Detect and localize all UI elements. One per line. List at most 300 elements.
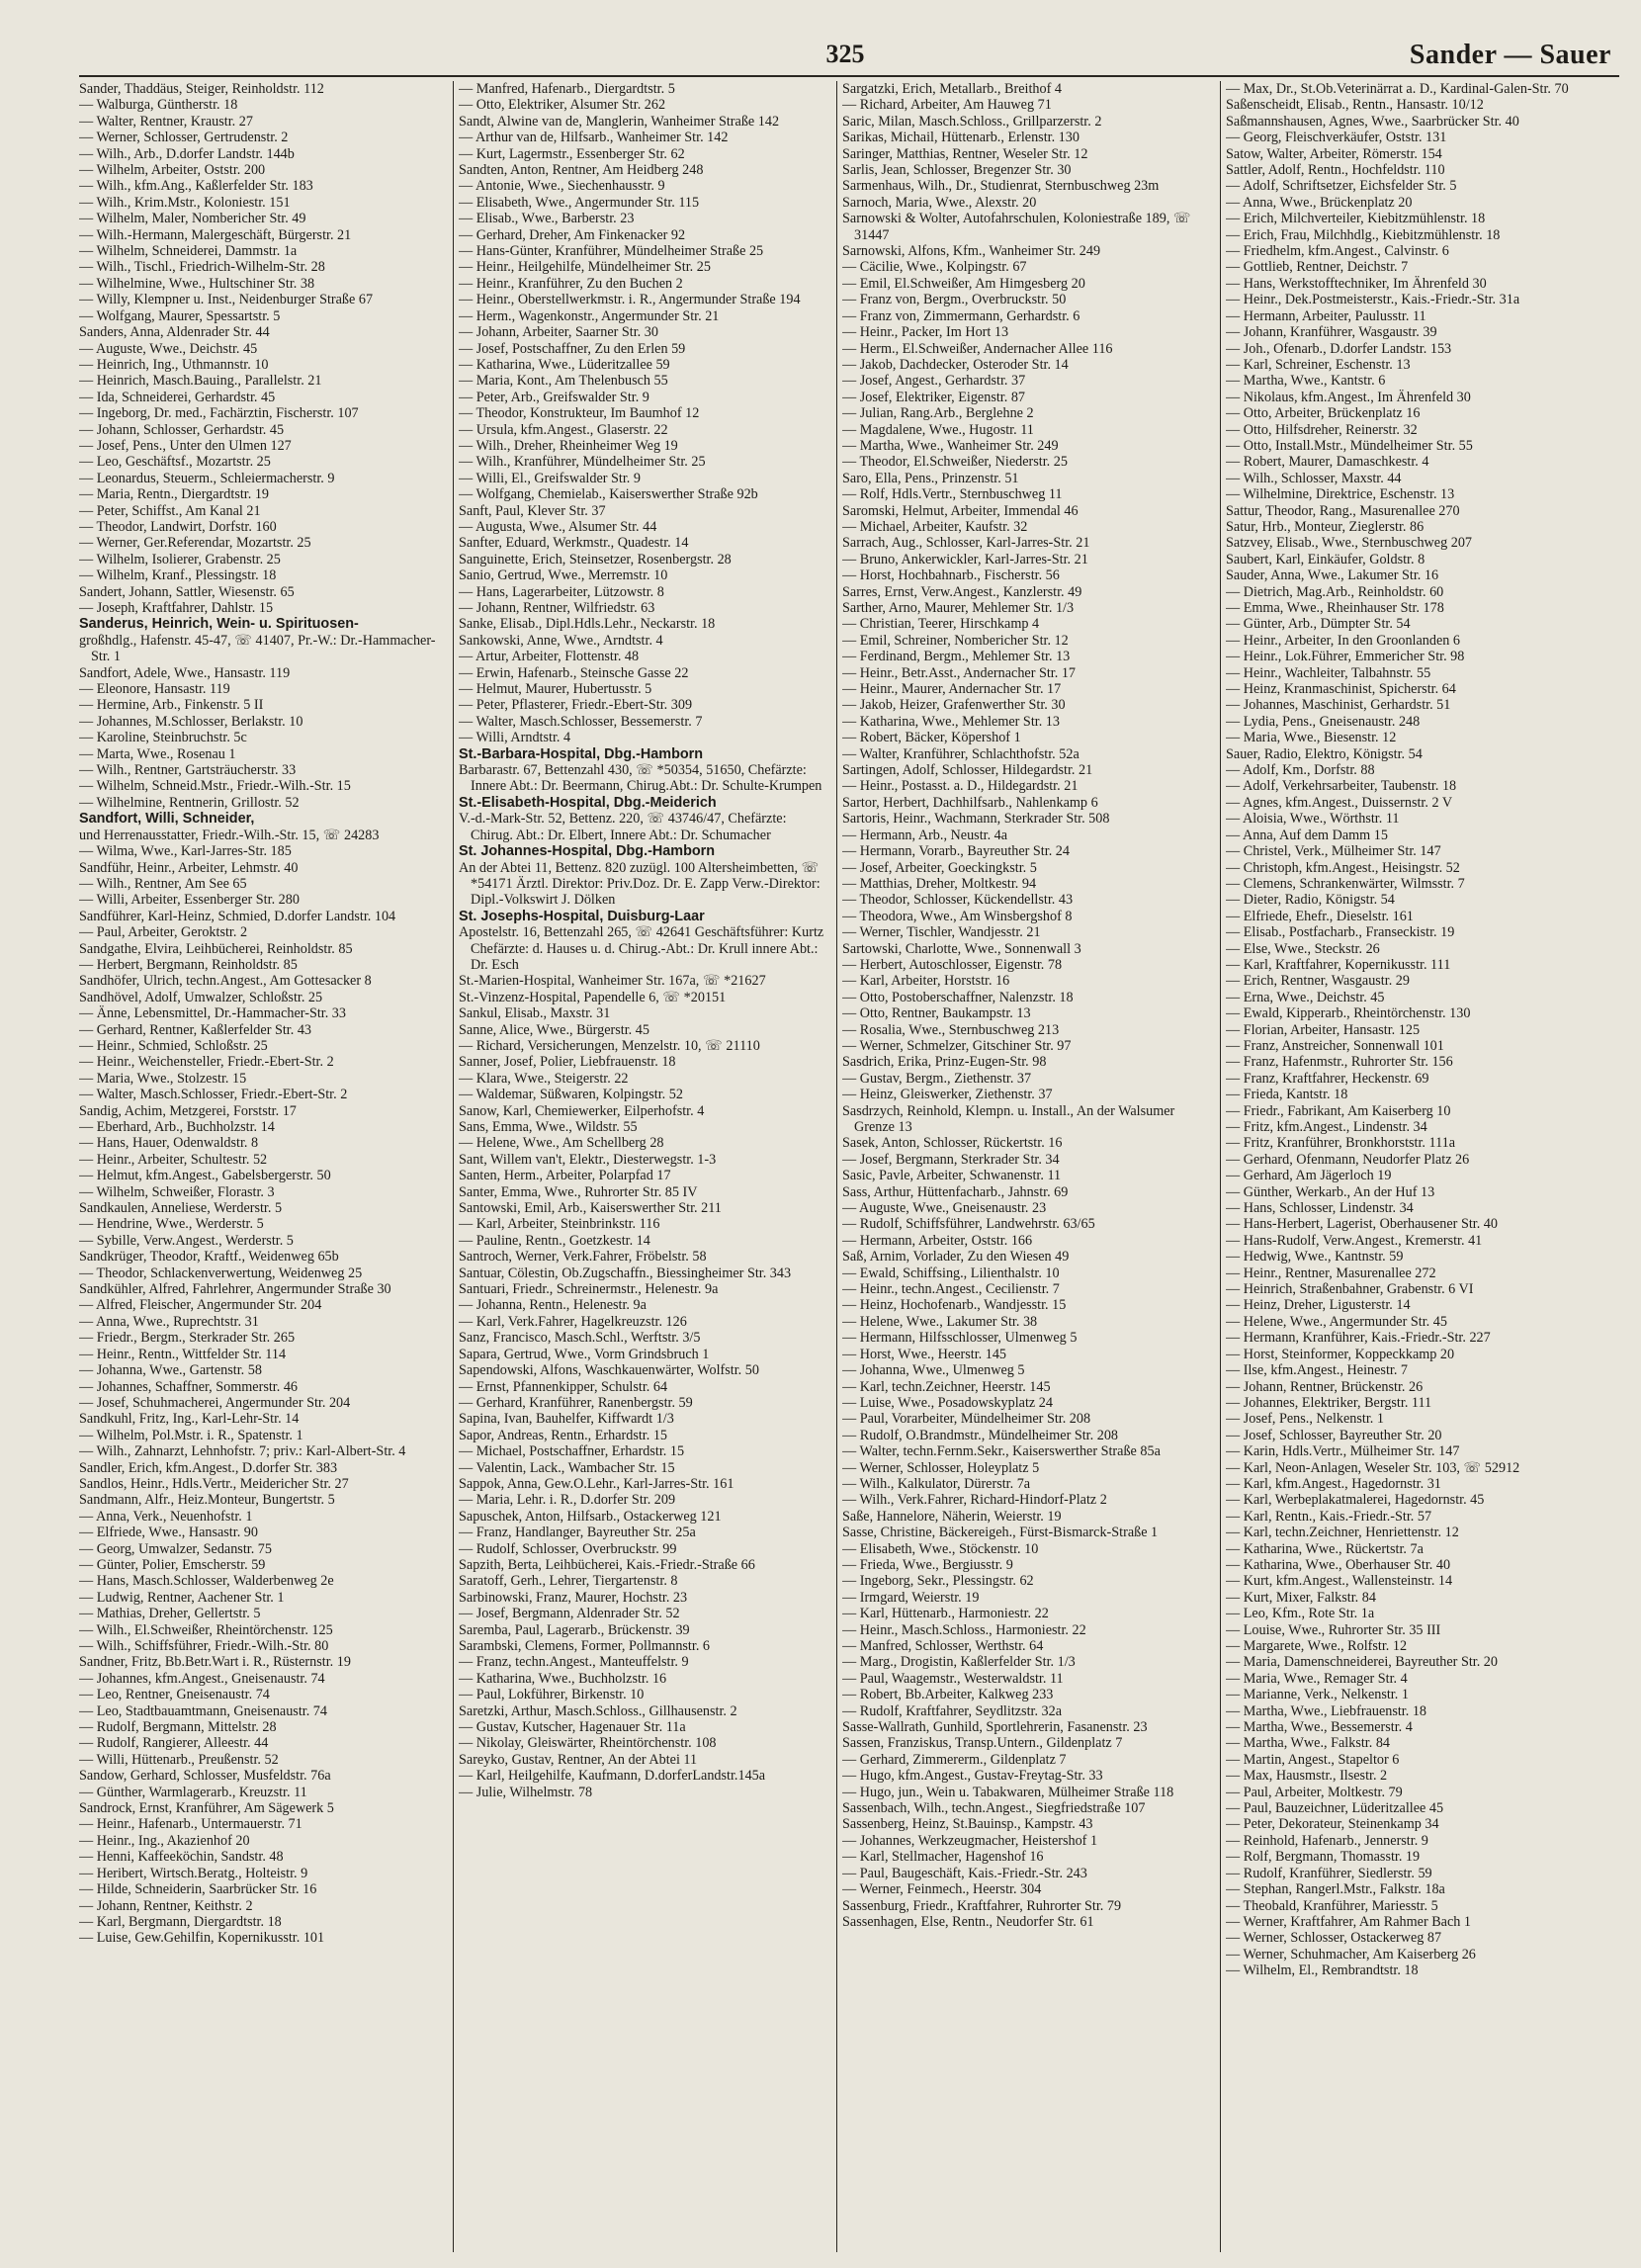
directory-entry: — Walter, techn.Fernm.Sekr., Kaiserswerther Straße 85a bbox=[842, 1443, 1161, 1460]
directory-entry: Sassenbach, Wilh., techn.Angest., Siegfriedstraße 107 bbox=[842, 1800, 1146, 1817]
directory-entry: — Wilma, Wwe., Karl-Jarres-Str. 185 bbox=[79, 843, 292, 860]
directory-entry: — Franz, Anstreicher, Sonnenwall 101 bbox=[1226, 1037, 1444, 1054]
directory-entry: — Frieda, Wwe., Bergiusstr. 9 bbox=[842, 1556, 1013, 1573]
directory-entry: — Paul, Vorarbeiter, Mündelheimer Str. 208 bbox=[842, 1411, 1091, 1428]
directory-entry: — Josef, Pens., Nelkenstr. 1 bbox=[1226, 1411, 1384, 1428]
directory-entry: Sasse-Wallrath, Gunhild, Sportlehrerin, Fasanenstr. 23 bbox=[842, 1719, 1148, 1736]
directory-entry: — Agnes, kfm.Angest., Duissernstr. 2 V bbox=[1226, 794, 1453, 811]
directory-entry: — Karl, Verk.Fahrer, Hagelkreuzstr. 126 bbox=[459, 1313, 687, 1330]
directory-entry: — Heinz, Kranmaschinist, Spicherstr. 64 bbox=[1226, 681, 1456, 698]
directory-entry: Sasic, Pavle, Arbeiter, Schwanenstr. 11 bbox=[842, 1168, 1062, 1184]
directory-entry: Sandrock, Ernst, Kranführer, Am Sägewerk 5 bbox=[79, 1800, 334, 1817]
directory-entry: — Theodor, Schlackenverwertung, Weidenweg 25 bbox=[79, 1265, 363, 1281]
directory-entry: — Martha, Wwe., Wanheimer Str. 249 bbox=[842, 437, 1059, 454]
directory-entry: — Werner, Ger.Referendar, Mozartstr. 25 bbox=[79, 535, 311, 552]
directory-entry: St. Johannes-Hospital, Dbg.-Hamborn bbox=[459, 843, 716, 860]
directory-entry: Sandfort, Adele, Wwe., Hansastr. 119 bbox=[79, 664, 291, 681]
directory-entry: — Walter, Rentner, Kraustr. 27 bbox=[79, 113, 253, 130]
directory-entry: — Josef, Schlosser, Bayreuther Str. 20 bbox=[1226, 1427, 1442, 1443]
directory-entry: — Helmut, kfm.Angest., Gabelsbergerstr. 50 bbox=[79, 1168, 331, 1184]
directory-entry: — Herbert, Autoschlosser, Eigenstr. 78 bbox=[842, 956, 1063, 973]
directory-entry: — Rudolf, O.Brandmstr., Mündelheimer Str. 208 bbox=[842, 1427, 1119, 1443]
directory-entry: — Heinr., Schmied, Schloßstr. 25 bbox=[79, 1037, 268, 1054]
directory-entry: St. Josephs-Hospital, Duisburg-Laar bbox=[459, 908, 705, 924]
directory-entry: — Otto, Hilfsdreher, Reinerstr. 32 bbox=[1226, 421, 1418, 438]
directory-entry: — Elisab., Postfacharb., Franseckistr. 19 bbox=[1226, 924, 1455, 941]
directory-entry: — Wilh., Schiffsführer, Friedr.-Wilh.-Str. 80 bbox=[79, 1638, 329, 1654]
directory-entry: — Josef, Postschaffner, Zu den Erlen 59 bbox=[459, 340, 686, 357]
directory-entry: — Jakob, Dachdecker, Osteroder Str. 14 bbox=[842, 356, 1069, 373]
directory-entry: — Elisab., Wwe., Barberstr. 23 bbox=[459, 211, 635, 227]
directory-entry: — Reinhold, Hafenarb., Jennerstr. 9 bbox=[1226, 1832, 1428, 1849]
directory-entry: — Theodor, El.Schweißer, Niederstr. 25 bbox=[842, 454, 1068, 471]
directory-entry: — Friedr., Fabrikant, Am Kaiserberg 10 bbox=[1226, 1102, 1451, 1119]
directory-entry: Saric, Milan, Masch.Schloss., Grillparzerstr. 2 bbox=[842, 113, 1102, 130]
directory-entry: — Gerhard, Dreher, Am Finkenacker 92 bbox=[459, 226, 686, 243]
directory-entry: Saremba, Paul, Lagerarb., Brückenstr. 39 bbox=[459, 1621, 690, 1638]
directory-entry: — Manfred, Hafenarb., Diergardtstr. 5 bbox=[459, 81, 675, 97]
directory-entry: — Gottlieb, Rentner, Deichstr. 7 bbox=[1226, 259, 1409, 276]
directory-entry: — Herbert, Bergmann, Reinholdstr. 85 bbox=[79, 956, 298, 973]
directory-entry: Saubert, Karl, Einkäufer, Goldstr. 8 bbox=[1226, 551, 1425, 567]
directory-entry: — Wilh., Rentner, Gartsträucherstr. 33 bbox=[79, 762, 297, 779]
directory-entry: — Eleonore, Hansastr. 119 bbox=[79, 681, 230, 698]
directory-entry: — Ida, Schneiderei, Gerhardstr. 45 bbox=[79, 389, 276, 405]
directory-entry: Sandkrüger, Theodor, Kraftf., Weidenweg 65b bbox=[79, 1249, 339, 1265]
directory-entry: — Karl, techn.Zeichner, Heerstr. 145 bbox=[842, 1378, 1051, 1395]
directory-entry: — Hans, Masch.Schlosser, Walderbenweg 2e bbox=[79, 1573, 334, 1590]
directory-entry: — Maria, Wwe., Remager Str. 4 bbox=[1226, 1670, 1408, 1687]
directory-entry: — Karin, Hdls.Vertr., Mülheimer Str. 147 bbox=[1226, 1443, 1460, 1460]
directory-entry: — Hans, Lagerarbeiter, Lützowstr. 8 bbox=[459, 583, 664, 600]
directory-entry: Sanfter, Eduard, Werkmstr., Quadestr. 14 bbox=[459, 535, 689, 552]
directory-entry: Saßmannshausen, Agnes, Wwe., Saarbrücker Str. 40 bbox=[1226, 113, 1519, 130]
directory-entry: Sankowski, Anne, Wwe., Arndtstr. 4 bbox=[459, 632, 663, 649]
directory-entry: — Friedr., Bergm., Sterkrader Str. 265 bbox=[79, 1330, 296, 1347]
directory-entry: — Robert, Bb.Arbeiter, Kalkweg 233 bbox=[842, 1687, 1054, 1703]
directory-entry: — Leo, Kfm., Rote Str. 1a bbox=[1226, 1606, 1375, 1622]
directory-entry: — Johanna, Wwe., Gartenstr. 58 bbox=[79, 1362, 262, 1379]
directory-entry: — Wilh., Dreher, Rheinheimer Weg 19 bbox=[459, 437, 678, 454]
directory-entry: — Hermann, Hilfsschlosser, Ulmenweg 5 bbox=[842, 1330, 1078, 1347]
directory-entry: — Heinr., Arbeiter, Schultestr. 52 bbox=[79, 1151, 268, 1168]
directory-entry: — Margarete, Wwe., Rolfstr. 12 bbox=[1226, 1638, 1408, 1654]
directory-entry: — Hermann, Arbeiter, Paulusstr. 11 bbox=[1226, 307, 1426, 324]
directory-entry: — Franz, techn.Angest., Manteuffelstr. 9 bbox=[459, 1654, 689, 1671]
directory-entry: Santuari, Friedr., Schreinermstr., Helenestr. 9a bbox=[459, 1281, 719, 1298]
directory-entry: Saratoff, Gerh., Lehrer, Tiergartenstr. 8 bbox=[459, 1573, 678, 1590]
directory-entry: Sanderus, Heinrich, Wein- u. Spirituosen- bbox=[79, 616, 359, 633]
header-rule bbox=[79, 75, 1619, 77]
directory-entry: Sassenberg, Heinz, St.Bauinsp., Kampstr. 43 bbox=[842, 1816, 1093, 1833]
directory-entry: Saringer, Matthias, Rentner, Weseler Str. 12 bbox=[842, 145, 1088, 162]
directory-entry: — Heinr., Postasst. a. D., Hildegardstr. 21 bbox=[842, 778, 1079, 795]
directory-entry: Sandgathe, Elvira, Leihbücherei, Reinholdstr. 85 bbox=[79, 940, 353, 957]
directory-entry: — Peter, Arb., Greifswalder Str. 9 bbox=[459, 389, 649, 405]
directory-entry: — Wilh., Rentner, Am See 65 bbox=[79, 875, 247, 892]
directory-entry: — Ursula, kfm.Angest., Glaserstr. 22 bbox=[459, 421, 668, 438]
directory-entry: — Valentin, Lack., Wambacher Str. 15 bbox=[459, 1459, 675, 1476]
directory-entry: Sassenburg, Friedr., Kraftfahrer, Ruhrorter Str. 79 bbox=[842, 1897, 1122, 1914]
directory-entry: — Johann, Kranführer, Wasgaustr. 39 bbox=[1226, 324, 1437, 341]
directory-entry: — Erna, Wwe., Deichstr. 45 bbox=[1226, 989, 1385, 1005]
directory-entry: Satzvey, Elisab., Wwe., Sternbuschweg 207 bbox=[1226, 535, 1473, 552]
directory-entry: Sarikas, Michail, Hüttenarb., Erlenstr. 130 bbox=[842, 130, 1080, 146]
directory-entry: Sanio, Gertrud, Wwe., Merremstr. 10 bbox=[459, 567, 668, 584]
directory-entry: — Rudolf, Bergmann, Mittelstr. 28 bbox=[79, 1719, 277, 1736]
directory-entry: — Matthias, Dreher, Moltkestr. 94 bbox=[842, 875, 1037, 892]
directory-entry: Santowski, Emil, Arb., Kaiserswerther Str. 211 bbox=[459, 1200, 722, 1217]
directory-entry: — Paul, Lokführer, Birkenstr. 10 bbox=[459, 1687, 645, 1703]
directory-entry: Sasdrich, Erika, Prinz-Eugen-Str. 98 bbox=[842, 1054, 1047, 1071]
directory-entry: — Georg, Umwalzer, Sedanstr. 75 bbox=[79, 1540, 272, 1557]
directory-entry: Sauer, Radio, Elektro, Königstr. 54 bbox=[1226, 745, 1423, 762]
directory-entry: Sartor, Herbert, Dachhilfsarb., Nahlenkamp 6 bbox=[842, 794, 1098, 811]
directory-entry: — Mathias, Dreher, Gellertstr. 5 bbox=[79, 1606, 261, 1622]
directory-entry: — Wilh., Kalkulator, Dürerstr. 7a bbox=[842, 1475, 1031, 1492]
directory-entry: Sarrach, Aug., Schlosser, Karl-Jarres-Str. 21 bbox=[842, 535, 1090, 552]
directory-entry: Sanders, Anna, Aldenrader Str. 44 bbox=[79, 324, 270, 341]
directory-entry: — Anna, Verk., Neuenhofstr. 1 bbox=[79, 1508, 253, 1525]
directory-entry: — Werner, Schlosser, Ostackerweg 87 bbox=[1226, 1930, 1442, 1947]
directory-entry: — Johannes, M.Schlosser, Berlakstr. 10 bbox=[79, 713, 303, 730]
directory-entry: — Emil, Schreiner, Nombericher Str. 12 bbox=[842, 632, 1069, 649]
directory-entry: — Wilh., Kranführer, Mündelheimer Str. 25 bbox=[459, 454, 706, 471]
directory-entry: — Gerhard, Ofenmann, Neudorfer Platz 26 bbox=[1226, 1151, 1470, 1168]
directory-entry: — Hermann, Arbeiter, Oststr. 166 bbox=[842, 1232, 1033, 1249]
directory-entry: — Gustav, Bergm., Ziethenstr. 37 bbox=[842, 1070, 1032, 1087]
directory-entry: Barbarastr. 67, Bettenzahl 430, ☏ *50354, 51650, Chefärzte: Innere Abt.: Dr. Beermann, Chirug.Abt.: Dr. Schulte-Krumpen bbox=[459, 762, 822, 795]
directory-entry: — Hermann, Arb., Neustr. 4a bbox=[842, 827, 1008, 843]
directory-entry: — Heinr., Weichensteller, Friedr.-Ebert-Str. 2 bbox=[79, 1054, 334, 1071]
directory-entry: — Wilh., Tischl., Friedrich-Wilhelm-Str. 28 bbox=[79, 259, 325, 276]
directory-entry: — Günter, Polier, Emscherstr. 59 bbox=[79, 1556, 266, 1573]
directory-entry: — Maria, Wwe., Stolzestr. 15 bbox=[79, 1070, 247, 1087]
directory-entry: Sauder, Anna, Wwe., Lakumer Str. 16 bbox=[1226, 567, 1439, 584]
directory-entry: — Bruno, Ankerwickler, Karl-Jarres-Str. 21 bbox=[842, 551, 1088, 567]
directory-entry: — Christian, Teerer, Hirschkamp 4 bbox=[842, 616, 1040, 633]
directory-entry: — Franz, Kraftfahrer, Heckenstr. 69 bbox=[1226, 1070, 1429, 1087]
directory-entry: Sasek, Anton, Schlosser, Rückertstr. 16 bbox=[842, 1135, 1063, 1152]
directory-entry: — Wolfgang, Chemielab., Kaiserswerther Straße 92b bbox=[459, 486, 758, 503]
directory-entry: — Karl, Stellmacher, Hagenshof 16 bbox=[842, 1849, 1044, 1866]
directory-entry: — Peter, Dekorateur, Steinenkamp 34 bbox=[1226, 1816, 1439, 1833]
directory-entry: — Werner, Tischler, Wandjesstr. 21 bbox=[842, 924, 1041, 941]
directory-entry: Sarnowski, Alfons, Kfm., Wanheimer Str. 249 bbox=[842, 243, 1101, 260]
directory-entry: Sass, Arthur, Hüttenfacharb., Jahnstr. 69 bbox=[842, 1183, 1069, 1200]
directory-entry: Sartingen, Adolf, Schlosser, Hildegardstr. 21 bbox=[842, 762, 1093, 779]
directory-entry: — Arthur van de, Hilfsarb., Wanheimer Str. 142 bbox=[459, 130, 729, 146]
directory-entry: — Marianne, Verk., Nelkenstr. 1 bbox=[1226, 1687, 1409, 1703]
directory-entry: — Willi, El., Greifswalder Str. 9 bbox=[459, 470, 641, 486]
directory-entry: — Martin, Angest., Stapeltor 6 bbox=[1226, 1751, 1400, 1768]
directory-entry: — Herm., El.Schweißer, Andernacher Allee 116 bbox=[842, 340, 1113, 357]
directory-entry: — Heinrich, Ing., Uthmannstr. 10 bbox=[79, 356, 269, 373]
directory-entry: — Maria, Lehr. i. R., D.dorfer Str. 209 bbox=[459, 1492, 676, 1509]
directory-entry: Sarambski, Clemens, Former, Pollmannstr. 6 bbox=[459, 1638, 711, 1654]
directory-columns bbox=[79, 81, 1619, 2256]
directory-entry: — Wilh., Krim.Mstr., Koloniestr. 151 bbox=[79, 194, 291, 211]
directory-entry: — Auguste, Wwe., Gneisenaustr. 23 bbox=[842, 1200, 1047, 1217]
directory-column-1 bbox=[79, 81, 445, 2256]
directory-entry: — Josef, Elektriker, Eigenstr. 87 bbox=[842, 389, 1026, 405]
directory-entry: — Adolf, Verkehrsarbeiter, Taubenstr. 18 bbox=[1226, 778, 1457, 795]
directory-entry: — Clemens, Schrankenwärter, Wilmsstr. 7 bbox=[1226, 875, 1465, 892]
directory-column-3 bbox=[842, 81, 1208, 2256]
directory-entry: — Erich, Rentner, Wasgaustr. 29 bbox=[1226, 973, 1410, 990]
directory-entry: — Heinr., Masch.Schloss., Harmoniestr. 22 bbox=[842, 1621, 1086, 1638]
directory-entry: Santroch, Werner, Verk.Fahrer, Fröbelstr. 58 bbox=[459, 1249, 707, 1265]
directory-entry: Sanke, Elisab., Dipl.Hdls.Lehr., Neckarstr. 18 bbox=[459, 616, 716, 633]
directory-entry: Sandführ, Heinr., Arbeiter, Lehmstr. 40 bbox=[79, 859, 299, 876]
directory-entry: — Theodor, Schlosser, Kückendellstr. 43 bbox=[842, 892, 1074, 909]
directory-entry: — Julian, Rang.Arb., Berglehne 2 bbox=[842, 405, 1034, 422]
directory-entry: — Georg, Fleischverkäufer, Oststr. 131 bbox=[1226, 130, 1447, 146]
directory-entry: — Franz, Handlanger, Bayreuther Str. 25a bbox=[459, 1525, 696, 1541]
directory-entry: — Rudolf, Kraftfahrer, Seydlitzstr. 32a bbox=[842, 1702, 1063, 1719]
directory-entry: — Hans-Günter, Kranführer, Mündelheimer Straße 25 bbox=[459, 243, 764, 260]
directory-entry: — Ernst, Pfannenkipper, Schulstr. 64 bbox=[459, 1378, 668, 1395]
directory-entry: — Josef, Arbeiter, Goeckingkstr. 5 bbox=[842, 859, 1037, 876]
directory-entry: — Rolf, Bergmann, Thomasstr. 19 bbox=[1226, 1849, 1421, 1866]
directory-entry: — Max, Dr., St.Ob.Veterinärrat a. D., Kardinal-Galen-Str. 70 bbox=[1226, 81, 1569, 97]
directory-entry: — Josef, Bergmann, Sterkrader Str. 34 bbox=[842, 1151, 1060, 1168]
directory-entry: — Heinr., Packer, Im Hort 13 bbox=[842, 324, 1009, 341]
directory-entry: — Otto, Postoberschaffner, Nalenzstr. 18 bbox=[842, 989, 1074, 1005]
directory-entry: — Manfred, Schlosser, Werthstr. 64 bbox=[842, 1638, 1044, 1654]
directory-entry: Saß, Arnim, Vorlader, Zu den Wiesen 49 bbox=[842, 1249, 1070, 1265]
directory-entry: — Emil, El.Schweißer, Am Himgesberg 20 bbox=[842, 275, 1085, 292]
directory-entry: — Heinz, Gleiswerker, Ziethenstr. 37 bbox=[842, 1087, 1053, 1103]
directory-entry: — Maria, Wwe., Biesenstr. 12 bbox=[1226, 730, 1397, 746]
directory-entry: V.-d.-Mark-Str. 52, Bettenz. 220, ☏ 43746/47, Chefärzte: Chirug. Abt.: Dr. Elbert, Innere Abt.: Dr. Schumacher bbox=[459, 811, 787, 843]
directory-entry: — Waldemar, Süßwaren, Kolpingstr. 52 bbox=[459, 1087, 683, 1103]
directory-entry: — Heinz, Hochofenarb., Wandjesstr. 15 bbox=[842, 1297, 1067, 1314]
directory-entry: — Hans, Schlosser, Lindenstr. 34 bbox=[1226, 1200, 1414, 1217]
directory-entry: — Ewald, Schiffsing., Lilienthalstr. 10 bbox=[842, 1265, 1060, 1281]
directory-entry: — Wilh., Schlosser, Maxstr. 44 bbox=[1226, 470, 1402, 486]
directory-entry: — Johannes, Maschinist, Gerhardstr. 51 bbox=[1226, 697, 1451, 714]
directory-entry: Satur, Hrb., Monteur, Zieglerstr. 86 bbox=[1226, 518, 1425, 535]
directory-entry: — Horst, Wwe., Heerstr. 145 bbox=[842, 1346, 1007, 1362]
directory-entry: — Karl, Bergmann, Diergardtstr. 18 bbox=[79, 1913, 282, 1930]
directory-entry: — Horst, Steinformer, Koppeckkamp 20 bbox=[1226, 1346, 1455, 1362]
directory-entry: — Gustav, Kutscher, Hagenauer Str. 11a bbox=[459, 1719, 686, 1736]
directory-entry: — Cäcilie, Wwe., Kolpingstr. 67 bbox=[842, 259, 1027, 276]
directory-entry: — Max, Hausmstr., Ilsestr. 2 bbox=[1226, 1768, 1388, 1785]
directory-entry: — Hans-Herbert, Lagerist, Oberhausener Str. 40 bbox=[1226, 1216, 1498, 1233]
directory-entry: Sander, Thaddäus, Steiger, Reinholdstr. 112 bbox=[79, 81, 324, 97]
directory-entry: — Hans, Werkstofftechniker, Im Ährenfeld 30 bbox=[1226, 275, 1487, 292]
directory-entry: — Horst, Hochbahnarb., Fischerstr. 56 bbox=[842, 567, 1060, 584]
directory-entry: — Ingeborg, Sekr., Plessingstr. 62 bbox=[842, 1573, 1034, 1590]
directory-entry: Sandler, Erich, kfm.Angest., D.dorfer Str. 383 bbox=[79, 1459, 338, 1476]
directory-entry: — Helene, Wwe., Am Schellberg 28 bbox=[459, 1135, 664, 1152]
directory-entry: — Luise, Gew.Gehilfin, Kopernikusstr. 101 bbox=[79, 1930, 325, 1947]
directory-entry: Sandkaulen, Anneliese, Werderstr. 5 bbox=[79, 1200, 283, 1217]
directory-entry: — Rolf, Hdls.Vertr., Sternbuschweg 11 bbox=[842, 486, 1063, 503]
directory-entry: Sapuschek, Anton, Hilfsarb., Ostackerweg 121 bbox=[459, 1508, 722, 1525]
directory-entry: — Paul, Bauzeichner, Lüderitzallee 45 bbox=[1226, 1800, 1444, 1817]
directory-entry: — Hermann, Kranführer, Kais.-Friedr.-Str. 227 bbox=[1226, 1330, 1491, 1347]
directory-entry: — Maria, Damenschneiderei, Bayreuther Str. 20 bbox=[1226, 1654, 1498, 1671]
directory-entry: — Klara, Wwe., Steigerstr. 22 bbox=[459, 1070, 629, 1087]
directory-entry: — Theobald, Kranführer, Mariesstr. 5 bbox=[1226, 1897, 1438, 1914]
directory-entry: Sandmann, Alfr., Heiz.Monteur, Bungertstr. 5 bbox=[79, 1492, 335, 1509]
directory-entry: Sarres, Ernst, Verw.Angest., Kanzlerstr. 49 bbox=[842, 583, 1082, 600]
directory-entry: — Willi, Arbeiter, Essenberger Str. 280 bbox=[79, 892, 300, 909]
directory-entry: — Walter, Masch.Schlosser, Bessemerstr. 7 bbox=[459, 713, 703, 730]
directory-entry: — Katharina, Wwe., Lüderitzallee 59 bbox=[459, 356, 670, 373]
directory-entry: — Karl, techn.Zeichner, Henriettenstr. 12 bbox=[1226, 1525, 1459, 1541]
directory-entry: — Sybille, Verw.Angest., Werderstr. 5 bbox=[79, 1232, 294, 1249]
directory-entry: — Friedhelm, kfm.Angest., Calvinstr. 6 bbox=[1226, 243, 1449, 260]
directory-entry: Sappok, Anna, Gew.O.Lehr., Karl-Jarres-Str. 161 bbox=[459, 1475, 734, 1492]
directory-entry: Sapzith, Berta, Leihbücherei, Kais.-Friedr.-Straße 66 bbox=[459, 1556, 755, 1573]
directory-entry: — Richard, Versicherungen, Menzelstr. 10, ☏ 21110 bbox=[459, 1037, 760, 1054]
directory-entry: — Henni, Kaffeeköchin, Sandstr. 48 bbox=[79, 1849, 284, 1866]
directory-entry: — Rudolf, Kranführer, Siedlerstr. 59 bbox=[1226, 1865, 1432, 1881]
directory-entry: — Luise, Wwe., Posadowskyplatz 24 bbox=[842, 1394, 1053, 1411]
directory-entry: — Günter, Arb., Dümpter Str. 54 bbox=[1226, 616, 1411, 633]
directory-entry: Sasse, Christine, Bäckereigeh., Fürst-Bismarck-Straße 1 bbox=[842, 1525, 1159, 1541]
directory-entry: — Ewald, Kipperarb., Rheintörchenstr. 130 bbox=[1226, 1005, 1471, 1022]
directory-entry: Sassen, Franziskus, Transp.Untern., Gildenplatz 7 bbox=[842, 1735, 1123, 1752]
directory-entry: — Elfriede, Ehefr., Dieselstr. 161 bbox=[1226, 908, 1414, 924]
directory-entry: — Ludwig, Rentner, Aachener Str. 1 bbox=[79, 1589, 285, 1606]
directory-entry: — Erich, Milchverteiler, Kiebitzmühlenstr. 18 bbox=[1226, 211, 1486, 227]
directory-entry: Sans, Emma, Wwe., Wildstr. 55 bbox=[459, 1119, 638, 1135]
directory-entry: — Johann, Arbeiter, Saarner Str. 30 bbox=[459, 324, 658, 341]
directory-column-4 bbox=[1226, 81, 1592, 2256]
directory-entry: — Wilhelmine, Direktrice, Eschenstr. 13 bbox=[1226, 486, 1455, 503]
directory-entry: — Adolf, Km., Dorfstr. 88 bbox=[1226, 762, 1375, 779]
directory-entry: Sargatzki, Erich, Metallarb., Breithof 4 bbox=[842, 81, 1062, 97]
directory-entry: — Theodora, Wwe., Am Winsbergshof 8 bbox=[842, 908, 1073, 924]
directory-entry: — Heinr., Hafenarb., Untermauerstr. 71 bbox=[79, 1816, 302, 1833]
directory-entry: — Aloisia, Wwe., Wörthstr. 11 bbox=[1226, 811, 1400, 828]
directory-entry: Saßenscheidt, Elisab., Rentn., Hansastr. 10/12 bbox=[1226, 97, 1484, 114]
directory-entry: Sattur, Theodor, Rang., Masurenallee 270 bbox=[1226, 502, 1460, 519]
directory-entry: — Heinr., Betr.Asst., Andernacher Str. 17 bbox=[842, 664, 1077, 681]
directory-entry: — Heinr., Kranführer, Zu den Buchen 2 bbox=[459, 275, 683, 292]
directory-entry: — Gerhard, Am Jägerloch 19 bbox=[1226, 1168, 1392, 1184]
directory-entry: Sapina, Ivan, Bauhelfer, Kiffwardt 1/3 bbox=[459, 1411, 674, 1428]
directory-entry: — Josef, Pens., Unter den Ulmen 127 bbox=[79, 437, 292, 454]
directory-entry: Saromski, Helmut, Arbeiter, Immendal 46 bbox=[842, 502, 1079, 519]
directory-entry: — Paul, Arbeiter, Moltkestr. 79 bbox=[1226, 1784, 1403, 1800]
directory-entry: — Heinr., Arbeiter, In den Groonlanden 6 bbox=[1226, 632, 1461, 649]
directory-entry: — Wilhelm, Schneiderei, Dammstr. 1a bbox=[79, 243, 298, 260]
directory-entry: — Theodor, Landwirt, Dorfstr. 160 bbox=[79, 518, 277, 535]
directory-entry: — Heinr., Maurer, Andernacher Str. 17 bbox=[842, 681, 1062, 698]
page-header bbox=[79, 40, 1611, 69]
directory-entry: — Marta, Wwe., Rosenau 1 bbox=[79, 745, 236, 762]
directory-entry: — Herm., Wagenkonstr., Angermunder Str. 21 bbox=[459, 307, 720, 324]
directory-entry: — Johannes, Werkzeugmacher, Heistershof 1 bbox=[842, 1832, 1098, 1849]
directory-entry: Sasdrzych, Reinhold, Klempn. u. Install., An der Walsumer Grenze 13 bbox=[842, 1102, 1175, 1135]
directory-entry: — Fritz, kfm.Angest., Lindenstr. 34 bbox=[1226, 1119, 1427, 1135]
directory-entry: — Elfriede, Wwe., Hansastr. 90 bbox=[79, 1525, 258, 1541]
directory-entry: Sattler, Adolf, Rentn., Hochfeldstr. 110 bbox=[1226, 162, 1445, 179]
directory-entry: — Michael, Arbeiter, Kaufstr. 32 bbox=[842, 518, 1028, 535]
directory-entry: — Wilhelmine, Wwe., Hultschiner Str. 38 bbox=[79, 275, 315, 292]
page-number: 325 bbox=[825, 40, 865, 68]
directory-entry: — Hilde, Schneiderin, Saarbrücker Str. 16 bbox=[79, 1881, 317, 1898]
directory-entry: Saro, Ella, Pens., Prinzenstr. 51 bbox=[842, 470, 1019, 486]
directory-entry: — Maria, Rentn., Diergardtstr. 19 bbox=[79, 486, 270, 503]
directory-entry: — Robert, Maurer, Damaschkestr. 4 bbox=[1226, 454, 1429, 471]
directory-entry: — Werner, Schlosser, Gertrudenstr. 2 bbox=[79, 130, 289, 146]
directory-entry: Santuar, Cölestin, Ob.Zugschaffn., Biessingheimer Str. 343 bbox=[459, 1265, 792, 1281]
directory-entry: — Johann, Rentner, Keithstr. 2 bbox=[79, 1897, 253, 1914]
directory-entry: — Willy, Klempner u. Inst., Neidenburger Straße 67 bbox=[79, 292, 374, 308]
directory-entry: — Anna, Wwe., Ruprechtstr. 31 bbox=[79, 1313, 259, 1330]
directory-entry: — Hermann, Vorarb., Bayreuther Str. 24 bbox=[842, 843, 1070, 860]
directory-entry: Sandner, Fritz, Bb.Betr.Wart i. R., Rüsternstr. 19 bbox=[79, 1654, 351, 1671]
directory-entry: — Robert, Bäcker, Köpershof 1 bbox=[842, 730, 1021, 746]
directory-entry: An der Abtei 11, Bettenz. 820 zuzügl. 100 Altersheimbetten, ☏ *54171 Ärztl. Direktor: Priv.Doz. Dr. E. Zapp Verw.-Direktor: Dipl.-Volkswirt J. Dölken bbox=[459, 859, 820, 909]
directory-entry: — Karl, Rentn., Kais.-Friedr.-Str. 57 bbox=[1226, 1508, 1432, 1525]
directory-entry: großhdlg., Hafenstr. 45-47, ☏ 41407, Pr.-W.: Dr.-Hammacher-Str. 1 bbox=[79, 632, 436, 665]
directory-entry: — Franz von, Bergm., Overbruckstr. 50 bbox=[842, 292, 1067, 308]
directory-entry: — Auguste, Wwe., Deichstr. 45 bbox=[79, 340, 258, 357]
directory-entry: — Leo, Rentner, Gneisenaustr. 74 bbox=[79, 1687, 270, 1703]
directory-entry: — Karl, Werbeplakatmalerei, Hagedornstr. 45 bbox=[1226, 1492, 1485, 1509]
directory-entry: — Else, Wwe., Steckstr. 26 bbox=[1226, 940, 1380, 957]
directory-entry: — Karl, kfm.Angest., Hagedornstr. 31 bbox=[1226, 1475, 1441, 1492]
directory-entry: — Helene, Wwe., Lakumer Str. 38 bbox=[842, 1313, 1038, 1330]
directory-entry: — Katharina, Wwe., Rückertstr. 7a bbox=[1226, 1540, 1424, 1557]
directory-entry: — Hugo, jun., Wein u. Tabakwaren, Mülheimer Straße 118 bbox=[842, 1784, 1174, 1800]
directory-entry: — Wilh., El.Schweißer, Rheintörchenstr. 125 bbox=[79, 1621, 333, 1638]
directory-entry: — Nikolaus, kfm.Angest., Im Ährenfeld 30 bbox=[1226, 389, 1471, 405]
directory-entry: — Josef, Schuhmacherei, Angermunder Str. 204 bbox=[79, 1394, 351, 1411]
directory-entry: — Karl, Kraftfahrer, Kopernikusstr. 111 bbox=[1226, 956, 1451, 973]
directory-entry: Sandfort, Willi, Schneider, bbox=[79, 811, 255, 828]
directory-entry: Sanne, Alice, Wwe., Bürgerstr. 45 bbox=[459, 1021, 649, 1038]
directory-entry: — Christoph, kfm.Angest., Heisingstr. 52 bbox=[1226, 859, 1460, 876]
directory-entry: — Gerhard, Rentner, Kaßlerfelder Str. 43 bbox=[79, 1021, 312, 1038]
directory-entry: — Otto, Rentner, Baukampstr. 13 bbox=[842, 1005, 1031, 1022]
directory-entry: Saretzki, Arthur, Masch.Schloss., Gillhausenstr. 2 bbox=[459, 1702, 737, 1719]
directory-entry: — Wilh., kfm.Ang., Kaßlerfelder Str. 183 bbox=[79, 178, 313, 195]
directory-entry: — Nikolay, Gleiswärter, Rheintörchenstr. 108 bbox=[459, 1735, 717, 1752]
directory-entry: — Johanna, Rentn., Helenestr. 9a bbox=[459, 1297, 647, 1314]
directory-entry: St.-Marien-Hospital, Wanheimer Str. 167a, ☏ *21627 bbox=[459, 973, 766, 990]
directory-entry: St.-Elisabeth-Hospital, Dbg.-Meiderich bbox=[459, 794, 717, 811]
directory-entry: — Katharina, Wwe., Oberhauser Str. 40 bbox=[1226, 1556, 1451, 1573]
directory-entry: — Werner, Feinmech., Heerstr. 304 bbox=[842, 1881, 1042, 1898]
directory-entry: — Karl, Heilgehilfe, Kaufmann, D.dorferLandstr.145a bbox=[459, 1768, 766, 1785]
directory-entry: — Theodor, Konstrukteur, Im Baumhof 12 bbox=[459, 405, 700, 422]
directory-entry: — Hedwig, Wwe., Kantnstr. 59 bbox=[1226, 1249, 1404, 1265]
directory-entry: — Wilhelm, Arbeiter, Oststr. 200 bbox=[79, 162, 266, 179]
directory-entry: — Kurt, Mixer, Falkstr. 84 bbox=[1226, 1589, 1376, 1606]
directory-entry: — Johann, Rentner, Brückenstr. 26 bbox=[1226, 1378, 1424, 1395]
directory-entry: St.-Barbara-Hospital, Dbg.-Hamborn bbox=[459, 745, 704, 762]
directory-entry: — Walburga, Güntherstr. 18 bbox=[79, 97, 238, 114]
directory-entry: — Franz von, Zimmermann, Gerhardstr. 6 bbox=[842, 307, 1080, 324]
directory-entry: — Magdalene, Wwe., Hugostr. 11 bbox=[842, 421, 1034, 438]
directory-entry: — Rosalia, Wwe., Sternbuschweg 213 bbox=[842, 1021, 1060, 1038]
directory-entry: — Karoline, Steinbruchstr. 5c bbox=[79, 730, 247, 746]
directory-entry: — Johann, Rentner, Wilfriedstr. 63 bbox=[459, 600, 655, 616]
directory-entry: — Otto, Install.Mstr., Mündelheimer Str. 55 bbox=[1226, 437, 1473, 454]
directory-entry: — Wilhelm, Schweißer, Florastr. 3 bbox=[79, 1183, 275, 1200]
directory-entry: — Leonardus, Steuerm., Schleiermacherstr. 9 bbox=[79, 470, 335, 486]
directory-entry: — Richard, Arbeiter, Am Hauweg 71 bbox=[842, 97, 1052, 114]
